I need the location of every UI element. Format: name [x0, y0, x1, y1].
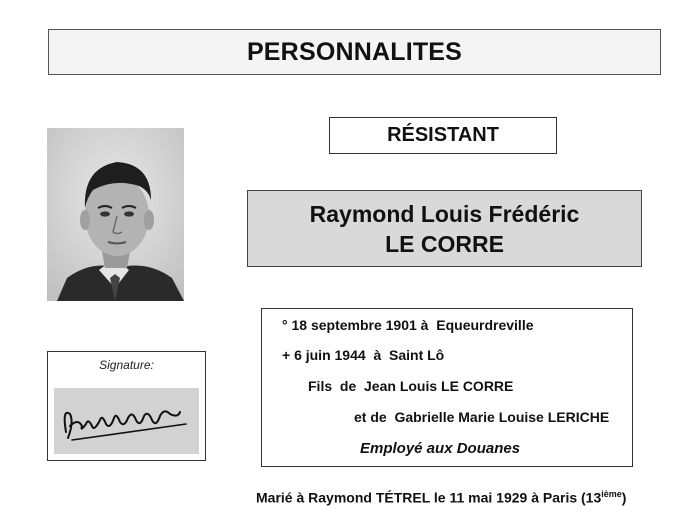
- biography-box: [261, 308, 633, 467]
- name-box: [247, 190, 642, 267]
- mother-line: et de Gabrielle Marie Louise LERICHE: [354, 409, 610, 425]
- category-box: [329, 117, 557, 154]
- occupation-line: Employé aux Douanes: [360, 440, 521, 457]
- category-label: RÉSISTANT: [387, 124, 499, 146]
- death-line: + 6 juin 1944 à Saint Lô: [282, 347, 445, 363]
- signature-image: [54, 388, 199, 454]
- portrait-photo: [47, 128, 184, 301]
- page-title: PERSONNALITES: [246, 37, 463, 66]
- page-title-box: [48, 29, 661, 75]
- marriage-close: ): [621, 489, 627, 506]
- marriage-text: Marié à Raymond TÉTREL le 11 mai 1929 à Paris (13: [256, 489, 602, 506]
- marriage-ordinal: ième: [601, 489, 622, 499]
- signature-box: [47, 351, 206, 461]
- father-line: Fils de Jean Louis LE CORRE: [308, 378, 514, 394]
- person-name-last: LE CORRE: [385, 230, 504, 257]
- birth-line: ° 18 septembre 1901 à Equeurdreville: [282, 317, 534, 333]
- person-name-first: Raymond Louis Frédéric: [309, 200, 580, 227]
- signature-label: Signature:: [99, 358, 154, 372]
- marriage-line: [256, 489, 626, 506]
